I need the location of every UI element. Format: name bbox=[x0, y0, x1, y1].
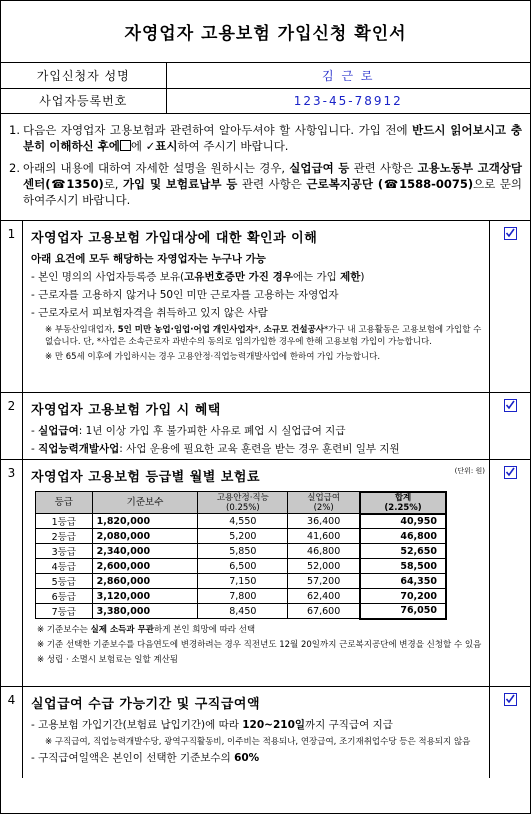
table-row bbox=[36, 529, 447, 544]
table-cell: 52,650 bbox=[360, 544, 446, 559]
section-title: 실업급여 수급 가능기간 및 구직급여액 bbox=[31, 696, 261, 712]
table-cell: 76,050 bbox=[360, 604, 446, 619]
table-cell: 2,340,000 bbox=[92, 544, 198, 559]
table-cell: 40,950 bbox=[360, 514, 446, 529]
checked-checkbox-icon[interactable] bbox=[504, 399, 517, 412]
table-cell: 7등급 bbox=[36, 604, 93, 619]
section-title: 자영업자 고용보험 등급별 월별 보험료 bbox=[31, 469, 261, 485]
table-cell: 57,200 bbox=[288, 574, 360, 589]
notes-block bbox=[1, 114, 530, 221]
table-cell: 1등급 bbox=[36, 514, 93, 529]
table-cell: 2,600,000 bbox=[92, 559, 198, 574]
document-title: 자영업자 고용보험 가입신청 확인서 bbox=[1, 1, 530, 63]
empty-checkbox-icon bbox=[120, 140, 131, 151]
table-header: 등급 bbox=[36, 492, 93, 514]
checked-checkbox-icon[interactable] bbox=[504, 466, 517, 479]
table-row bbox=[36, 574, 447, 589]
checked-checkbox-icon[interactable] bbox=[504, 693, 517, 706]
section-number: 2 bbox=[1, 393, 23, 459]
table-cell: 70,200 bbox=[360, 589, 446, 604]
section-4: 4 실업급여 수급 가능기간 및 구직급여액 - 고용보험 가입기간(보험료 납입기간)에 따라 120~210일까지 구직급여 지급 ※ 구직급여, 직업능력개발수당, 광역구직활동비, 이주비는 적용되나, 연장급여, 조기재취업수당 등은 적용되지 않음 - 구직급여일액은 본인이 선택한 기준보수의 60% bbox=[1, 687, 530, 778]
table-cell: 4등급 bbox=[36, 559, 93, 574]
section-title: 자영업자 고용보험 가입 시 혜택 bbox=[31, 402, 221, 418]
table-header: 실업급여 (2%) bbox=[288, 492, 360, 514]
business-number-label: 사업자등록번호 bbox=[1, 88, 166, 113]
table-cell: 46,800 bbox=[288, 544, 360, 559]
section-number: 4 bbox=[1, 687, 23, 778]
table-cell: 41,600 bbox=[288, 529, 360, 544]
table-cell: 2,080,000 bbox=[92, 529, 198, 544]
unit-label: (단위: 원) bbox=[454, 466, 485, 475]
table-cell: 6,500 bbox=[198, 559, 288, 574]
table-header: 기준보수 bbox=[92, 492, 198, 514]
table-cell: 8,450 bbox=[198, 604, 288, 619]
applicant-name-value[interactable]: 김 근 로 bbox=[166, 63, 530, 88]
section-number: 3 bbox=[1, 460, 23, 686]
section-1: 1 자영업자 고용보험 가입대상에 대한 확인과 이해 아래 요건에 모두 해당하는 자영업자는 누구나 가능 - 본인 명의의 사업자등록증 보유(고유번호증만 가진 경우에는 가입 제한) - 근로자를 고용하지 않거나 50인 미만 근로자를 고용하는 자영업자 - 근로자로서 피보험자격을 취득하고 있지 않은 사람 ※ 부동산임대업자, 5인 미만 농업·임업·어업 개인사업자*, 소규모 건설공사*가구 내 고용활동은 고용보험에 가입할 수 없습니다. 단, *사업은 소속근로자 과반수의 동의로 임의가입한 경우에 한해 고용보험 가입이 가능합니다. ※ 만 65세 이후에 가입하시는 경우 고용안정·직업능력개발사업에 한하여 가입 가능합니다. bbox=[1, 221, 530, 393]
table-cell: 64,350 bbox=[360, 574, 446, 589]
table-cell: 67,600 bbox=[288, 604, 360, 619]
table-cell: 5등급 bbox=[36, 574, 93, 589]
table-cell: 7,150 bbox=[198, 574, 288, 589]
table-cell: 6등급 bbox=[36, 589, 93, 604]
section-number: 1 bbox=[1, 221, 23, 392]
applicant-name-label: 가입신청자 성명 bbox=[1, 63, 166, 88]
table-cell: 36,400 bbox=[288, 514, 360, 529]
table-header: 합계 (2.25%) bbox=[360, 492, 446, 514]
table-cell: 46,800 bbox=[360, 529, 446, 544]
table-row bbox=[36, 559, 447, 574]
table-row bbox=[36, 589, 447, 604]
table-header: 고용안정·직능 (0.25%) bbox=[198, 492, 288, 514]
table-row bbox=[36, 544, 447, 559]
table-cell: 5,850 bbox=[198, 544, 288, 559]
section-title: 자영업자 고용보험 가입대상에 대한 확인과 이해 bbox=[31, 230, 318, 246]
table-cell: 52,000 bbox=[288, 559, 360, 574]
section-3: 3 자영업자 고용보험 등급별 월별 보험료 (단위: 원) 등급 기준보수 고용안정·직능 (0.25%) 실업급여 (2%) 합계 (2.25%) 1등급 1,820,000 4,550 36,400 40,950 2등급 2,080,000 5,200 41,600 46,800 3등급 2,340,000 5,850 46,800 52,650 4등급 2,600,000 6,500 52,000 58,500 5등급 2,860,000 7,150 57,200 64,350 6등급 3,120,000 7,800 62,400 70,200 7등급 3,380,000 8,450 67,600 76,050 ※ 기준보수는 실제 소득과 무관하게 본인 희망에 따라 선택 ※ 기준 선택한 기준보수를 다음연도에 변경하려는 경우 직전년도 12월 20일까지 근로복지공단에 변경을 신청할 수 있음 ※ 성립 · 소멸시 보험료는 일할 계산됨 bbox=[1, 460, 530, 687]
table-cell: 3,380,000 bbox=[92, 604, 198, 619]
table-cell: 7,800 bbox=[198, 589, 288, 604]
table-row bbox=[36, 514, 447, 529]
table-row bbox=[36, 604, 447, 619]
premium-table bbox=[35, 491, 447, 620]
business-number-value[interactable]: 123-45-78912 bbox=[166, 88, 530, 113]
table-cell: 5,200 bbox=[198, 529, 288, 544]
table-cell: 4,550 bbox=[198, 514, 288, 529]
table-cell: 2등급 bbox=[36, 529, 93, 544]
note-2: 2. 아래의 내용에 대하여 자세한 설명을 원하시는 경우, 실업급여 등 관련 사항은 고용노동부 고객상담센터(☎1350)로, 가입 및 보험료납부 등 관련 사항은 근로복지공단 (☎1588-0075)으로 문의하여주시기 바랍니다. bbox=[9, 160, 523, 207]
note-1: 1. 다음은 자영업자 고용보험과 관련하여 알아두셔야 할 사항입니다. 가입 전에 반드시 읽어보시고 충분히 이해하신 후에 에 ✓표시하여 주시기 바랍니다. bbox=[9, 122, 522, 153]
table-cell: 2,860,000 bbox=[92, 574, 198, 589]
table-cell: 62,400 bbox=[288, 589, 360, 604]
checked-checkbox-icon[interactable] bbox=[504, 227, 517, 240]
table-cell: 3등급 bbox=[36, 544, 93, 559]
applicant-info-table bbox=[1, 63, 530, 114]
section-2: 2 자영업자 고용보험 가입 시 혜택 - 실업급여: 1년 이상 가입 후 불가피한 사유로 폐업 시 실업급여 지급 - 직업능력개발사업: 사업 운용에 필요한 교육 훈련을 받는 경우 훈련비 일부 지원 bbox=[1, 393, 530, 460]
table-cell: 3,120,000 bbox=[92, 589, 198, 604]
table-cell: 1,820,000 bbox=[92, 514, 198, 529]
table-cell: 58,500 bbox=[360, 559, 446, 574]
